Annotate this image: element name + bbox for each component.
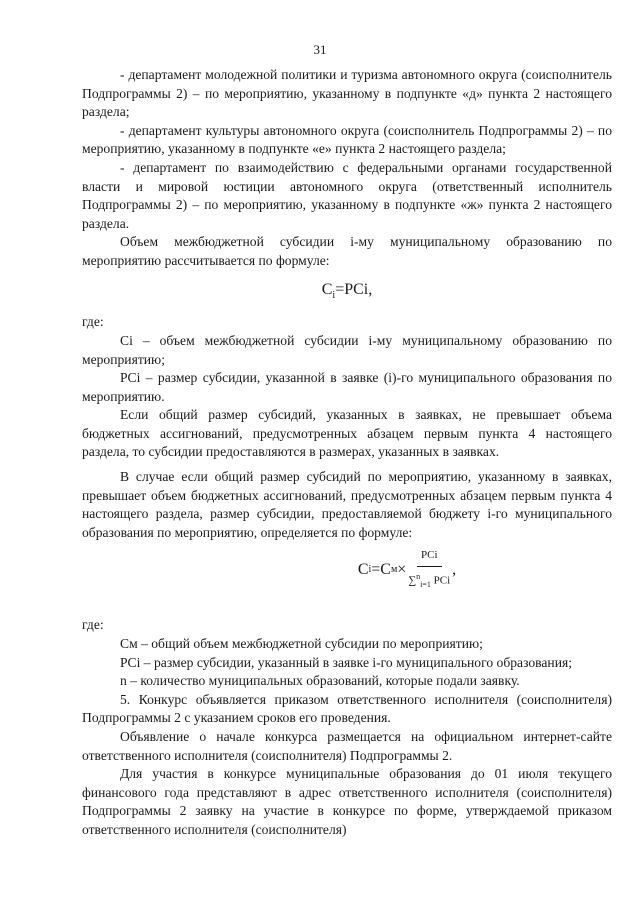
formula-lhs-sub: i — [368, 564, 372, 576]
formula-cm-sub: м — [390, 564, 398, 576]
formula-tail: , — [452, 561, 457, 579]
sum-upper: n — [416, 572, 421, 582]
paragraph: - департамент культуры автономного округа (соисполнитель Подпрограммы 2) – по мероприятию, указанному в подпункте «е» пункта 2 настоящего раздела; — [82, 122, 612, 157]
paragraph: - департамент молодежной политики и туризма автономного округа (соисполнитель Подпрограммы 2) – по мероприятию, указанному в подпункте «д» пункта 2 настоящего раздела; — [82, 67, 612, 120]
paragraph: Для участия в конкурсе муниципальные образования до 01 июля текущего финансового года представляют в адрес ответственного исполнителя (соисполнителя) Подпрограммы 2 заявку на участие в конкурсе по форме, утверждаемой приказом ответственного исполнителя (соисполнителя) — [82, 766, 612, 837]
document-body — [82, 66, 612, 840]
definition: PCi – размер субсидии, указанной в заявке (i)-го муниципального образования по мероприятию. — [82, 370, 612, 404]
definition: Ci – объем межбюджетной субсидии i-му муниципальному образованию по мероприятию; — [82, 332, 612, 367]
formula-ci — [82, 281, 612, 306]
formula-lhs: C — [321, 280, 333, 298]
paragraph: 5. Конкурс объявляется приказом ответственного исполнителя (соисполнителя) Подпрограммы 2 с указанием сроков его проведения. — [82, 691, 612, 726]
paragraph: Если общий размер субсидий, указанных в заявках, не превышает объема бюджетных ассигнований, предусмотренных абзацем первым пункта 4 настоящего раздела, то субсидии предоставляются в размерах, указанных в заявках. — [82, 407, 612, 460]
page-number: 31 — [313, 42, 327, 57]
fraction-denominator — [408, 567, 450, 594]
formula-lhs: C — [357, 561, 369, 579]
paragraph: Объем межбюджетной субсидии i-му муниципальному образованию по мероприятию рассчитывается по формуле: — [82, 234, 612, 268]
fraction-numerator: PCi — [417, 546, 442, 567]
sum-term: PCi — [433, 574, 451, 587]
formula-lhs-sub: i — [332, 289, 336, 301]
sum-lower: i=1 — [420, 579, 431, 589]
definition: n – количество муниципальных образований, которые подали заявку. — [120, 673, 520, 689]
sum-sign: ∑ — [408, 574, 417, 587]
where-label: где: — [82, 314, 104, 330]
formula-rhs: =PCi, — [335, 280, 373, 298]
formula-eq: =C — [371, 561, 391, 579]
formula-fraction — [408, 546, 450, 594]
formula-ci-proportional — [202, 546, 612, 594]
paragraph: - департамент по взаимодействию с федеральными органами государственной власти и мировой юстиции автономного округа (ответственный исполнитель Подпрограммы 2) – по мероприятию, указанному в подпункте «ж» пункта 2 настоящего раздела. — [82, 159, 612, 231]
paragraph: В случае если общий размер субсидий по мероприятию, указанному в заявках, превышает объем бюджетных ассигнований, предусмотренных абзацем первым пункта 4 настоящего раздела, размер субсидии, предоставляемой бюджету i-го муниципального образования по мероприятию, определяется по формуле: — [82, 469, 612, 540]
definition: Cм – общий объем межбюджетной субсидии по мероприятию; — [120, 636, 483, 652]
where-label: где: — [82, 617, 104, 633]
formula-times: × — [397, 561, 407, 579]
definition: PCi – размер субсидии, указанный в заявке i-го муниципального образования; — [120, 654, 573, 670]
paragraph: Объявление о начале конкурса размещается на официальном интернет-сайте ответственного исполнителя (соисполнителя) Подпрограммы 2. — [82, 729, 612, 763]
